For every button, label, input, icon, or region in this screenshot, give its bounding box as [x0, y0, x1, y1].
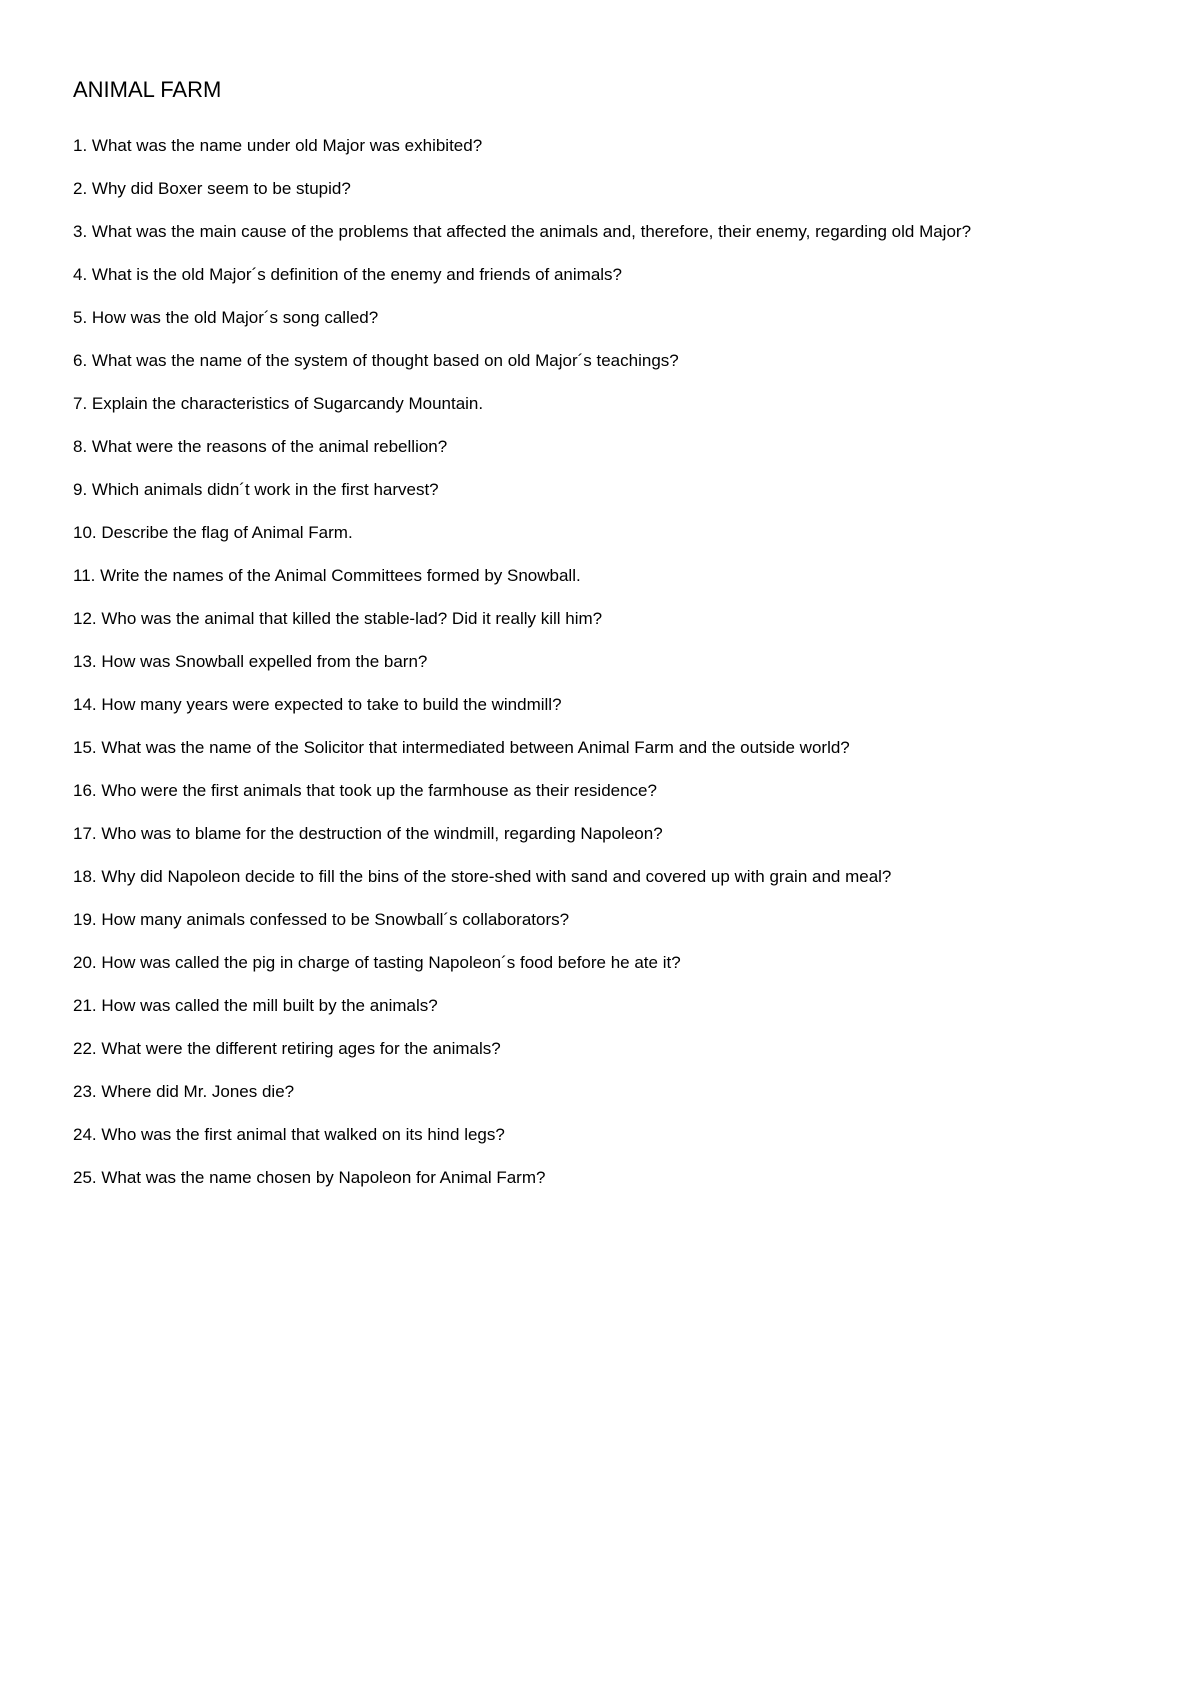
question-item: 21. How was called the mill built by the animals?	[73, 996, 438, 1015]
question-item: 17. Who was to blame for the destruction of the windmill, regarding Napoleon?	[73, 824, 663, 843]
question-item: 25. What was the name chosen by Napoleon for Animal Farm?	[73, 1168, 546, 1187]
question-item: 11. Write the names of the Animal Committees formed by Snowball.	[73, 566, 581, 585]
question-item: 24. Who was the first animal that walked on its hind legs?	[73, 1125, 505, 1144]
question-item: 18. Why did Napoleon decide to fill the bins of the store-shed with sand and covered up with grain and meal?	[73, 867, 892, 886]
question-item: 14. How many years were expected to take to build the windmill?	[73, 695, 562, 714]
question-item: 1. What was the name under old Major was exhibited?	[73, 136, 483, 155]
document-title: ANIMAL FARM	[73, 77, 222, 102]
question-item: 9. Which animals didn´t work in the first harvest?	[73, 480, 439, 499]
question-item: 4. What is the old Major´s definition of the enemy and friends of animals?	[73, 265, 623, 284]
question-list	[73, 124, 1153, 1199]
question-item: 12. Who was the animal that killed the stable-lad? Did it really kill him?	[73, 609, 603, 628]
question-item: 20. How was called the pig in charge of tasting Napoleon´s food before he ate it?	[73, 953, 681, 972]
question-item: 15. What was the name of the Solicitor that intermediated between Animal Farm and the outside world?	[73, 738, 850, 757]
question-item: 16. Who were the first animals that took up the farmhouse as their residence?	[73, 781, 657, 800]
question-item: 10. Describe the flag of Animal Farm.	[73, 523, 353, 542]
question-item: 13. How was Snowball expelled from the barn?	[73, 652, 428, 671]
question-item: 23. Where did Mr. Jones die?	[73, 1082, 295, 1101]
question-item: 8. What were the reasons of the animal rebellion?	[73, 437, 448, 456]
question-item: 6. What was the name of the system of thought based on old Major´s teachings?	[73, 351, 679, 370]
question-item: 22. What were the different retiring ages for the animals?	[73, 1039, 501, 1058]
question-item: 19. How many animals confessed to be Snowball´s collaborators?	[73, 910, 570, 929]
question-item: 3. What was the main cause of the problems that affected the animals and, therefore, their enemy, regarding old Major?	[73, 222, 972, 241]
question-item: 5. How was the old Major´s song called?	[73, 308, 379, 327]
question-item: 7. Explain the characteristics of Sugarcandy Mountain.	[73, 394, 484, 413]
question-item: 2. Why did Boxer seem to be stupid?	[73, 179, 351, 198]
